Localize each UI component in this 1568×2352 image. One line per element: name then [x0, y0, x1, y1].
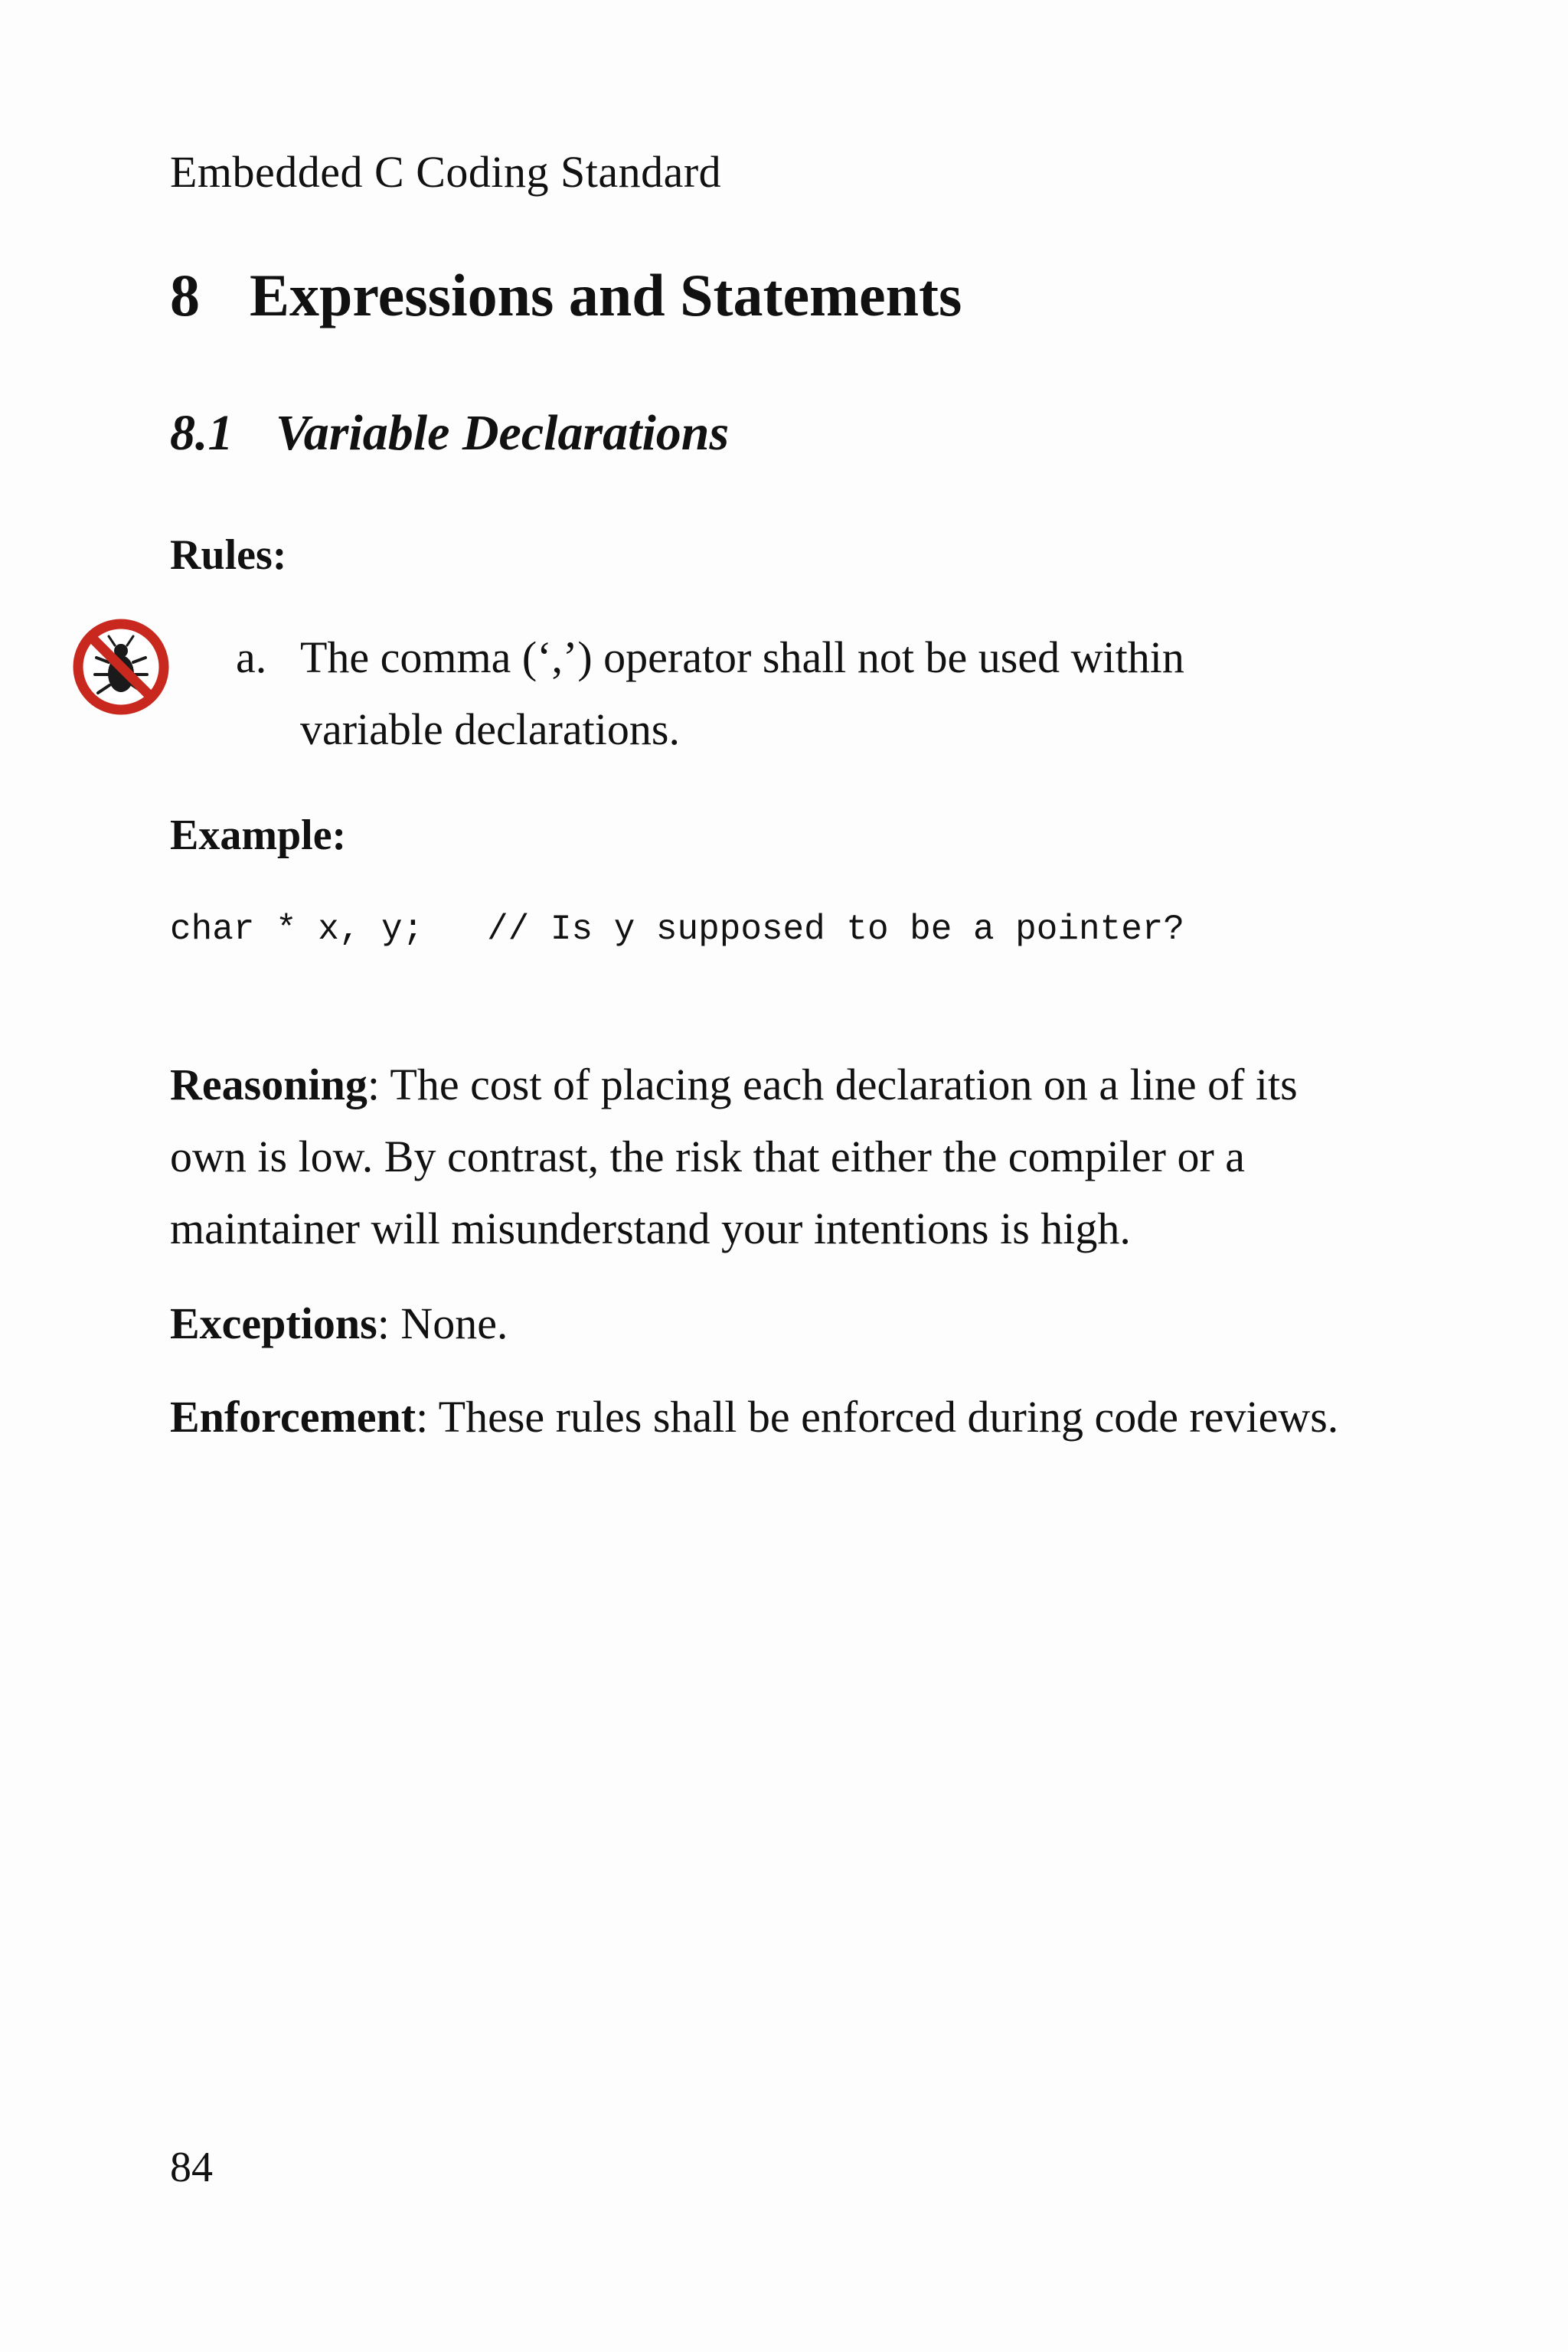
chapter-title: Expressions and Statements: [250, 262, 962, 328]
example-label: Example:: [170, 812, 347, 859]
no-bug-icon: [70, 616, 172, 717]
page-number: 84: [170, 2144, 213, 2191]
chapter-heading: [170, 259, 962, 332]
chapter-number: 8: [170, 262, 200, 328]
reasoning-label: Reasoning: [170, 1060, 368, 1109]
reasoning-paragraph: [170, 1049, 1349, 1265]
exceptions-label: Exceptions: [170, 1298, 377, 1348]
enforcement-label: Enforcement: [170, 1392, 416, 1442]
section-heading: [170, 401, 729, 466]
section-title: Variable Declarations: [276, 405, 730, 461]
enforcement-paragraph: [170, 1381, 1349, 1453]
section-number: 8.1: [170, 405, 234, 461]
rule-item: [236, 622, 1346, 766]
rules-label: Rules:: [170, 531, 287, 579]
code-example: char * x, y; // Is y supposed to be a pointer?: [170, 910, 1185, 949]
reasoning-text: : The cost of placing each declaration on a line of its own is low. By contrast, the risk that either the compiler or a maintainer will misunderstand your intentions is high.: [170, 1060, 1298, 1253]
exceptions-paragraph: [170, 1288, 1349, 1360]
rule-marker: a.: [236, 632, 267, 682]
running-header: Embedded C Coding Standard: [170, 147, 722, 197]
exceptions-text: : None.: [377, 1298, 508, 1348]
enforcement-text: : These rules shall be enforced during code reviews.: [416, 1392, 1339, 1442]
rule-text: The comma (‘,’) operator shall not be used within variable declarations.: [300, 632, 1184, 754]
